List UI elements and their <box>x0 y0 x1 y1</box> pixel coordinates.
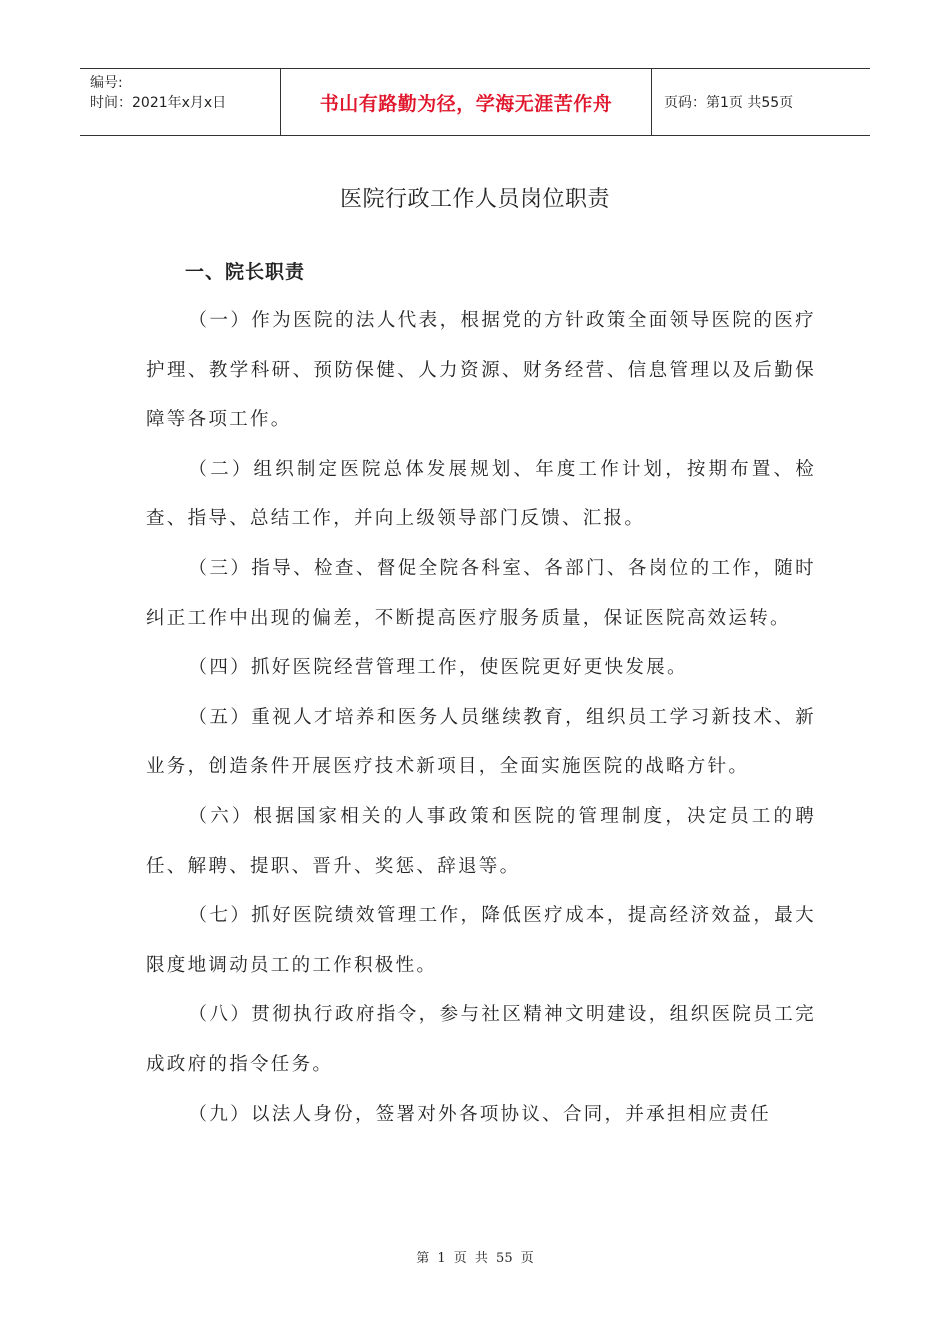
section-heading: 一、院长职责 <box>185 261 306 283</box>
paragraph: （七）抓好医院绩效管理工作，降低医疗成本，提高经济效益，最大限度地调动员工的工作积极性。 <box>146 905 816 976</box>
document-number-label: 编号: <box>90 75 123 91</box>
header-motto-cell <box>281 69 652 135</box>
document-title: 医院行政工作人员岗位职责 <box>339 187 610 212</box>
header-motto: 书山有路勤为径，学海无涯苦作舟 <box>319 92 613 115</box>
paragraph: （二）组织制定医院总体发展规划、年度工作计划，按期布置、检查、指导、总结工作，并向上级领导部门反馈、汇报。 <box>146 458 816 530</box>
paragraph: （六）根据国家相关的人事政策和医院的管理制度，决定员工的聘任、解聘、提职、晋升、奖惩、辞退等。 <box>146 805 816 877</box>
paragraph: （九）以法人身份，签署对外各项协议、合同，并承担相应责任 <box>188 1103 771 1125</box>
document-time: 时间：2021年x月x日 <box>90 95 227 111</box>
header-page-info: 页码：第1页 共55页 <box>664 95 794 111</box>
header-meta <box>80 69 281 135</box>
paragraph: （三）指导、检查、督促全院各科室、各部门、各岗位的工作，随时纠正工作中出现的偏差，不断提高医疗服务质量，保证医院高效运转。 <box>146 557 816 629</box>
paragraph: （八）贯彻执行政府指令，参与社区精神文明建设，组织医院员工完成政府的指令任务。 <box>146 1004 816 1075</box>
document-body <box>146 296 816 1139</box>
paragraph: （一）作为医院的法人代表，根据党的方针政策全面领导医院的医疗护理、教学科研、预防保健、人力资源、财务经营、信息管理以及后勤保障等各项工作。 <box>146 310 816 431</box>
paragraph: （五）重视人才培养和医务人员继续教育，组织员工学习新技术、新业务，创造条件开展医疗技术新项目，全面实施医院的战略方针。 <box>146 706 816 778</box>
page-footer: 第 1 页 共 55 页 <box>416 1251 534 1266</box>
page-header <box>80 68 870 136</box>
paragraph: （四）抓好医院经营管理工作，使医院更好更快发展。 <box>188 657 688 679</box>
header-page-info-cell <box>652 69 870 135</box>
